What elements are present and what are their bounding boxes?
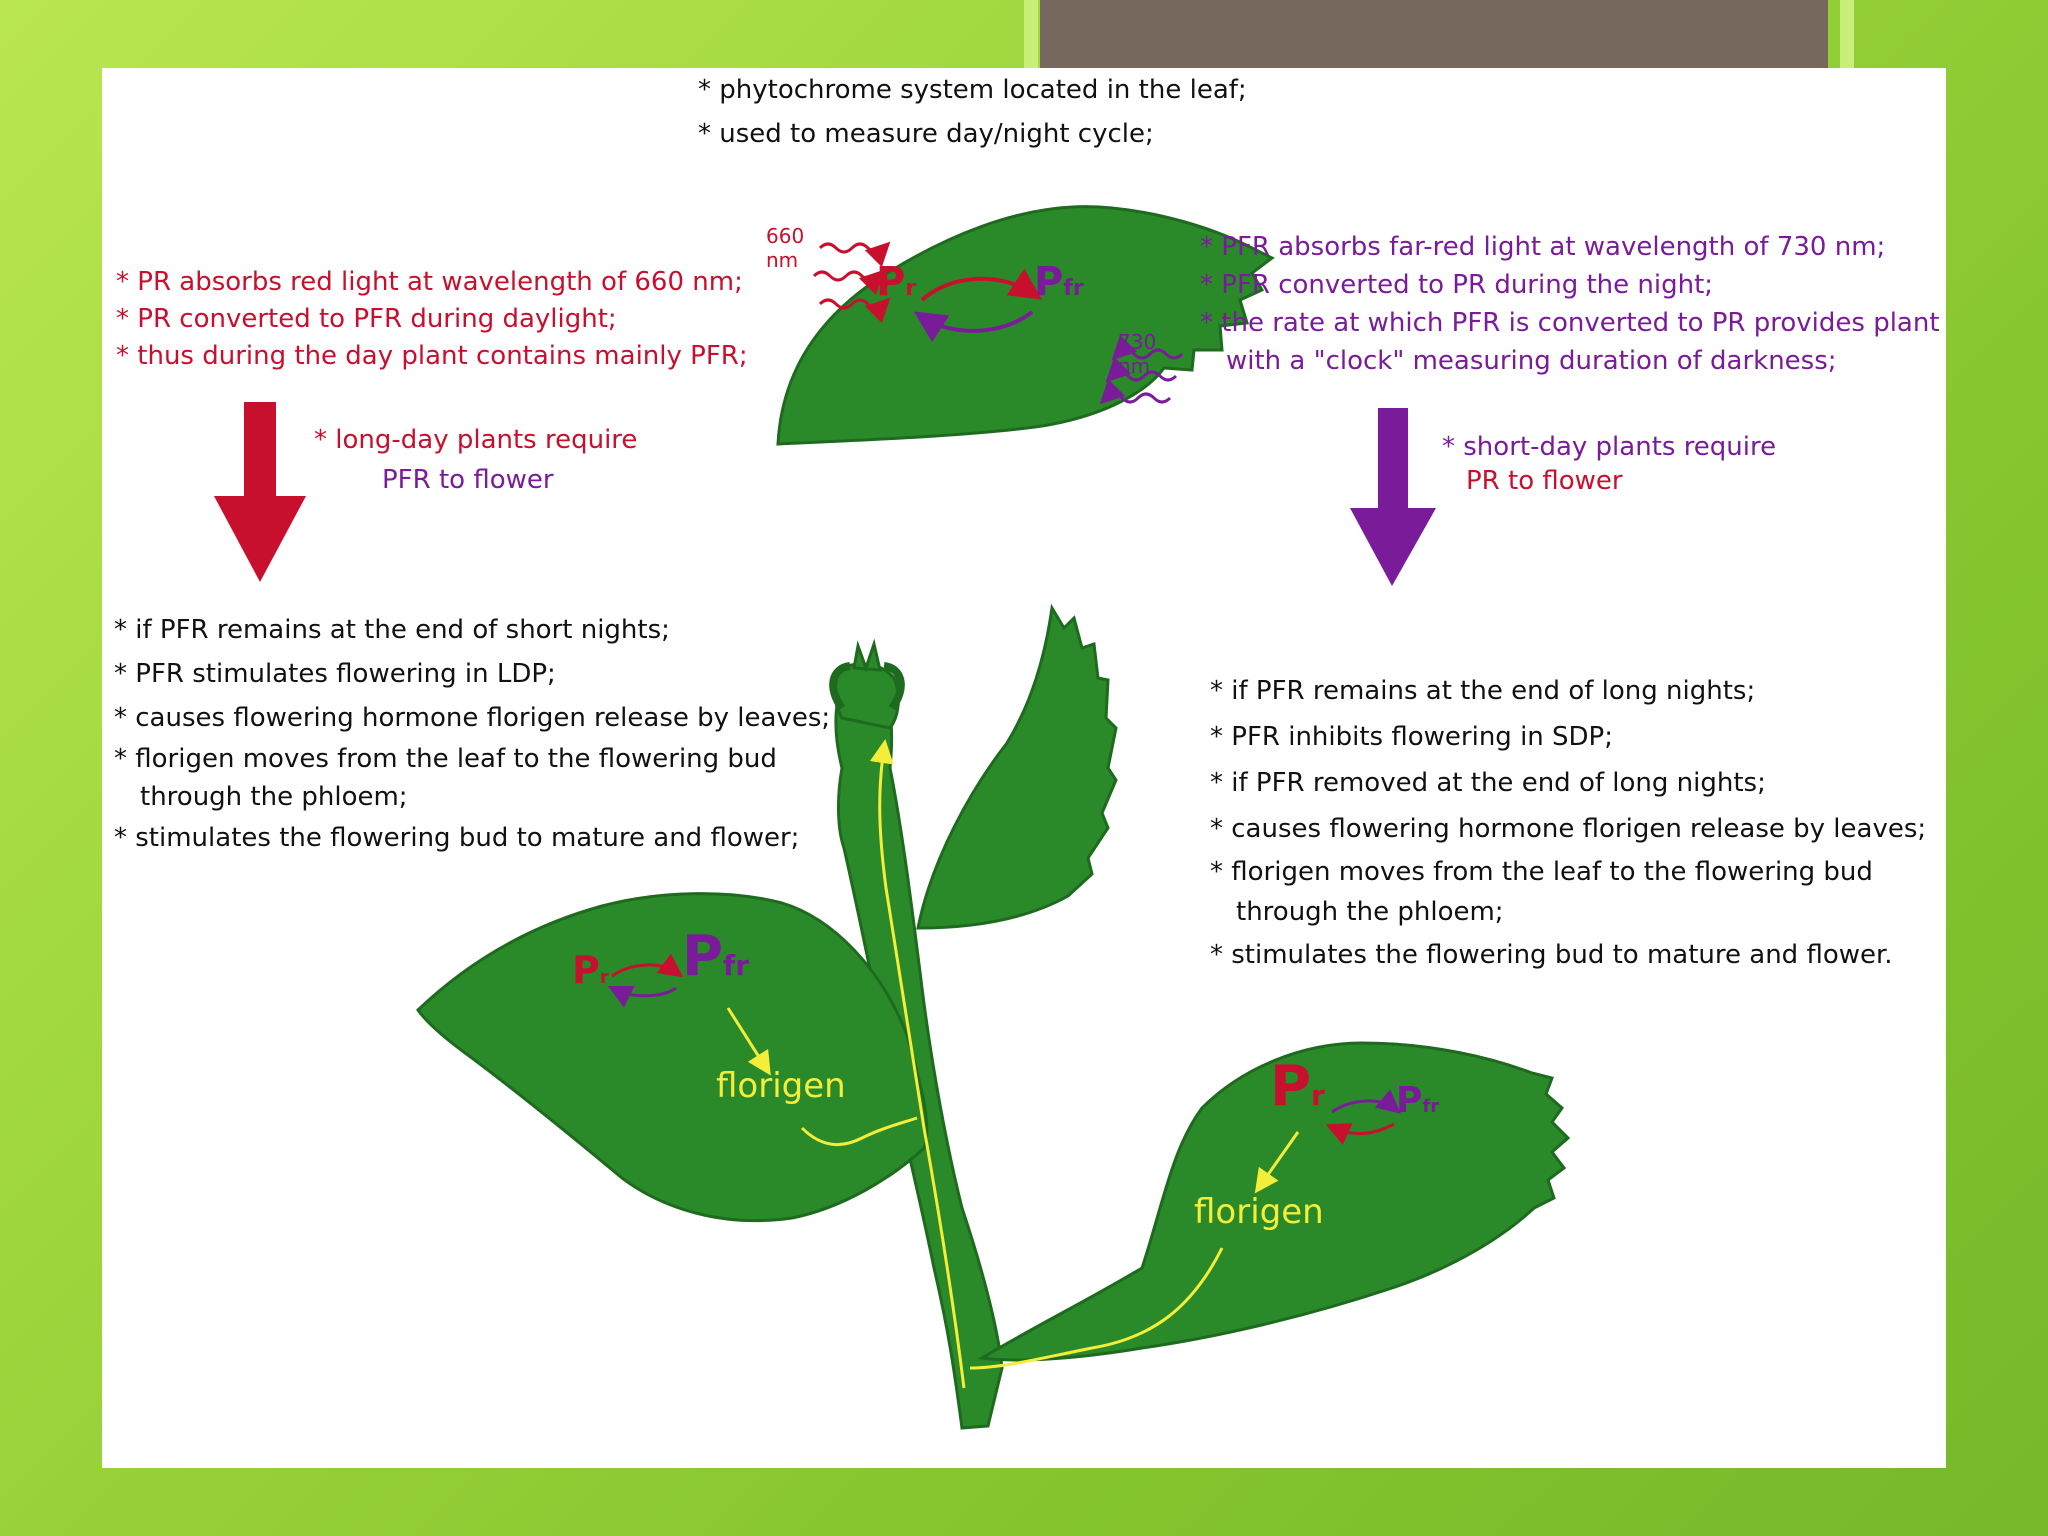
diagram-panel bbox=[102, 68, 1946, 1468]
right-leaf-pr bbox=[1270, 1054, 1325, 1119]
pfr-subscript: fr bbox=[1422, 1096, 1440, 1117]
ldp-note-line: * PFR stimulates flowering in LDP; bbox=[114, 659, 556, 689]
upper-right-leaf bbox=[918, 608, 1116, 928]
pfr-symbol: P bbox=[1034, 259, 1064, 305]
pr-subscript: r bbox=[599, 967, 609, 988]
sdp-note-line: * if PFR remains at the end of long nights; bbox=[1210, 676, 1756, 706]
short-day-requirement bbox=[1442, 430, 1776, 498]
sdp-note-line: * causes flowering hormone florigen release by leaves; bbox=[1210, 814, 1927, 844]
pfr-label bbox=[1034, 259, 1084, 307]
pr-note-line: * thus during the day plant contains mainly PFR; bbox=[116, 341, 748, 371]
right-leaf-pfr bbox=[1396, 1082, 1439, 1125]
sdp-note-line: * PFR inhibits flowering in SDP; bbox=[1210, 722, 1613, 752]
pr-symbol: P bbox=[572, 948, 600, 992]
wavelength-value: 660 bbox=[766, 224, 805, 248]
pfr-symbol: P bbox=[1396, 1080, 1423, 1121]
red-down-arrow-icon bbox=[214, 402, 306, 582]
ldp-note-line: through the phloem; bbox=[140, 782, 408, 812]
pfr-note-line: * the rate at which PFR is converted to PR provides plant bbox=[1200, 308, 1940, 338]
header-notes bbox=[698, 68, 1247, 156]
wavelength-unit: nm bbox=[766, 248, 799, 272]
pr-note-line: * PR converted to PFR during daylight; bbox=[116, 304, 617, 334]
header-line: * used to measure day/night cycle; bbox=[698, 119, 1154, 149]
pfr-subscript: fr bbox=[1063, 276, 1084, 301]
pr-subscript: r bbox=[905, 276, 917, 301]
florigen-label: florigen bbox=[716, 1066, 846, 1106]
long-day-line: * long-day plants require bbox=[314, 425, 638, 455]
sdp-note-line: * if PFR removed at the end of long nights; bbox=[1210, 768, 1766, 798]
pfr-note-line: with a "clock" measuring duration of darkness; bbox=[1226, 346, 1837, 376]
long-day-requirement bbox=[314, 420, 637, 500]
sdp-notes bbox=[1210, 668, 1926, 978]
decorative-stripe bbox=[1024, 0, 1038, 72]
pr-label bbox=[876, 259, 917, 307]
left-leaf-phytochrome bbox=[572, 948, 609, 996]
title-bar bbox=[1040, 0, 1828, 68]
flower-bud bbox=[833, 644, 901, 728]
pr-notes bbox=[116, 264, 748, 375]
ldp-note-line: * stimulates the flowering bud to mature and flower; bbox=[114, 823, 800, 853]
ldp-note-line: * florigen moves from the leaf to the flowering bud bbox=[114, 744, 777, 774]
pfr-subscript: fr bbox=[723, 949, 750, 982]
short-day-line: PR to flower bbox=[1466, 466, 1623, 496]
left-leaf bbox=[418, 894, 927, 1221]
pr-symbol: P bbox=[876, 259, 906, 305]
pr-subscript: r bbox=[1311, 1079, 1325, 1112]
sdp-note-line: * stimulates the flowering bud to mature and flower. bbox=[1210, 940, 1893, 970]
pr-symbol: P bbox=[1270, 1054, 1312, 1119]
purple-down-arrow-icon bbox=[1350, 408, 1436, 586]
pfr-note-line: * PFR converted to PR during the night; bbox=[1200, 270, 1714, 300]
wavelength-value: 730 bbox=[1118, 330, 1157, 354]
ldp-note-line: * causes flowering hormone florigen release by leaves; bbox=[114, 703, 831, 733]
pr-note-line: * PR absorbs red light at wavelength of 660 nm; bbox=[116, 267, 743, 297]
wavelength-unit: nm bbox=[1118, 354, 1151, 378]
ldp-note-line: * if PFR remains at the end of short nights; bbox=[114, 615, 670, 645]
short-day-line: * short-day plants require bbox=[1442, 432, 1777, 462]
left-leaf-pfr bbox=[682, 924, 750, 989]
sdp-note-line: through the phloem; bbox=[1236, 897, 1504, 927]
ldp-notes bbox=[114, 608, 830, 860]
wavelength-660-label bbox=[766, 224, 804, 272]
pfr-symbol: P bbox=[682, 924, 724, 989]
pfr-notes bbox=[1200, 228, 1940, 380]
florigen-label: florigen bbox=[1194, 1192, 1324, 1232]
pfr-note-line: * PFR absorbs far-red light at wavelength of 730 nm; bbox=[1200, 232, 1886, 262]
sdp-note-line: * florigen moves from the leaf to the flowering bud bbox=[1210, 857, 1873, 887]
wavelength-730-label bbox=[1118, 330, 1156, 378]
header-line: * phytochrome system located in the leaf; bbox=[698, 75, 1247, 105]
long-day-line: PFR to flower bbox=[382, 465, 554, 495]
decorative-stripe bbox=[1840, 0, 1854, 72]
top-leaf bbox=[778, 207, 1272, 444]
